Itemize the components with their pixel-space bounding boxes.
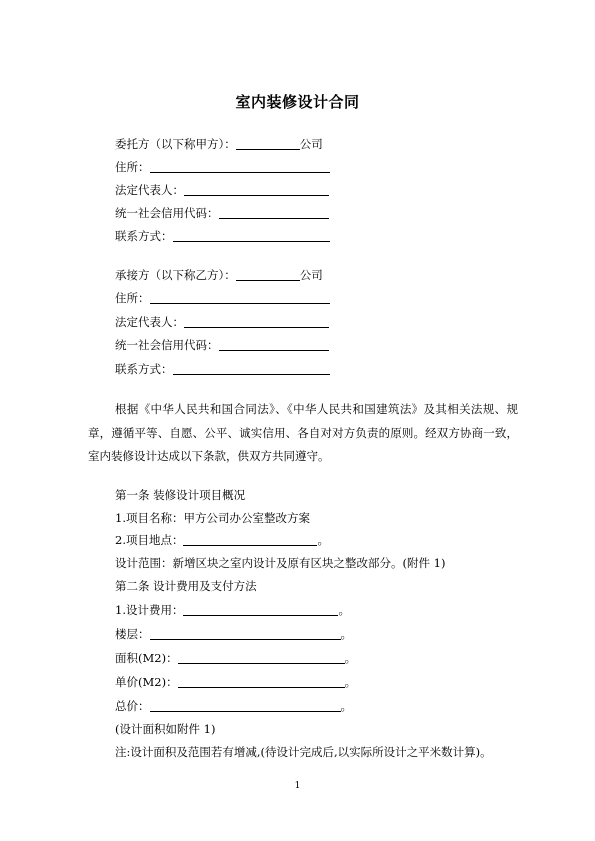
area-label: 面积(M2)： (115, 651, 178, 665)
party-a-credit-label: 统一社会信用代码： (115, 206, 219, 220)
party-a-address-line (115, 160, 330, 174)
design-fee-label: 1.设计费用： (115, 603, 184, 617)
party-a-address-blank[interactable] (150, 160, 330, 173)
document-title: 室内装修设计合同 (235, 93, 360, 111)
project-location-label: 2.项目地点： (115, 533, 184, 547)
party-a-contact-label: 联系方式： (115, 229, 173, 243)
design-fee-line (115, 603, 350, 617)
party-b-rep-blank[interactable] (184, 315, 329, 328)
area-blank[interactable] (178, 651, 345, 664)
total-price-blank[interactable] (150, 699, 341, 712)
party-b-contact-line (115, 362, 330, 376)
party-a-rep-blank[interactable] (184, 183, 329, 196)
area-end: 。 (344, 651, 357, 665)
project-location-line (115, 533, 329, 547)
party-a-line (115, 137, 323, 151)
party-a-label: 委托方（以下称甲方）： (115, 137, 236, 151)
party-a-name-blank[interactable] (236, 137, 300, 150)
party-a-rep-line (115, 183, 329, 197)
party-b-line (115, 268, 323, 282)
unit-price-label: 单价(M2)： (115, 675, 178, 689)
party-b-address-line (115, 291, 330, 305)
floor-label: 楼层： (115, 627, 150, 641)
total-price-label: 总价： (115, 699, 150, 713)
party-b-label: 承接方（以下称乙方）： (115, 268, 236, 282)
party-a-contact-blank[interactable] (173, 229, 330, 242)
party-b-contact-blank[interactable] (173, 362, 330, 375)
design-scope-line: 设计范围：新增区块之室内设计及原有区块之整改部分。(附件 1) (115, 556, 446, 570)
floor-end: 。 (340, 627, 352, 641)
party-b-credit-blank[interactable] (219, 338, 329, 351)
unit-price-line (115, 675, 356, 689)
party-a-rep-label: 法定代表人： (115, 183, 184, 197)
article-1-heading: 第一条 装修设计项目概况 (115, 488, 246, 502)
project-name-line: 1.项目名称：甲方公司办公室整改方案 (115, 511, 310, 525)
party-b-suffix: 公司 (299, 268, 323, 282)
party-a-address-label: 住所： (115, 160, 150, 174)
party-a-suffix: 公司 (299, 137, 323, 151)
article-2-heading: 第二条 设计费用及支付方法 (115, 579, 257, 593)
party-b-name-blank[interactable] (236, 268, 300, 281)
total-price-line (115, 699, 352, 713)
design-fee-end: 。 (338, 603, 350, 617)
project-location-end: 。 (317, 533, 329, 547)
area-note-line: (设计面积如附件 1) (115, 722, 216, 736)
project-location-blank[interactable] (183, 533, 317, 546)
party-a-contact-line (115, 229, 330, 243)
page-number: 1 (294, 781, 301, 791)
total-price-end: 。 (340, 699, 352, 713)
party-b-rep-line (115, 315, 329, 329)
floor-blank[interactable] (150, 627, 341, 640)
floor-line (115, 627, 352, 641)
design-fee-blank[interactable] (183, 603, 338, 616)
adjustment-note-line: 注:设计面积及范围若有增减,(待设计完成后,以实际所设计之平米数计算)。 (115, 745, 492, 759)
party-b-address-blank[interactable] (150, 291, 330, 304)
party-b-contact-label: 联系方式： (115, 362, 173, 376)
party-b-rep-label: 法定代表人： (115, 315, 184, 329)
party-b-address-label: 住所： (115, 291, 150, 305)
party-a-credit-blank[interactable] (219, 206, 329, 219)
party-a-credit-line (115, 206, 329, 220)
preamble-paragraph: 根据《中华人民共和国合同法》、《中华人民共和国建筑法》及其相关法规、规章，遵循平等、自愿、公平、诚实信用、各自对对方负责的原则。经双方协商一致，室内装修设计达成以下条款，供双方共同遵守。 (88, 402, 518, 463)
unit-price-end: 。 (344, 675, 357, 689)
party-b-credit-line (115, 338, 329, 352)
party-b-credit-label: 统一社会信用代码： (115, 338, 219, 352)
unit-price-blank[interactable] (178, 675, 345, 688)
area-line (115, 651, 356, 665)
